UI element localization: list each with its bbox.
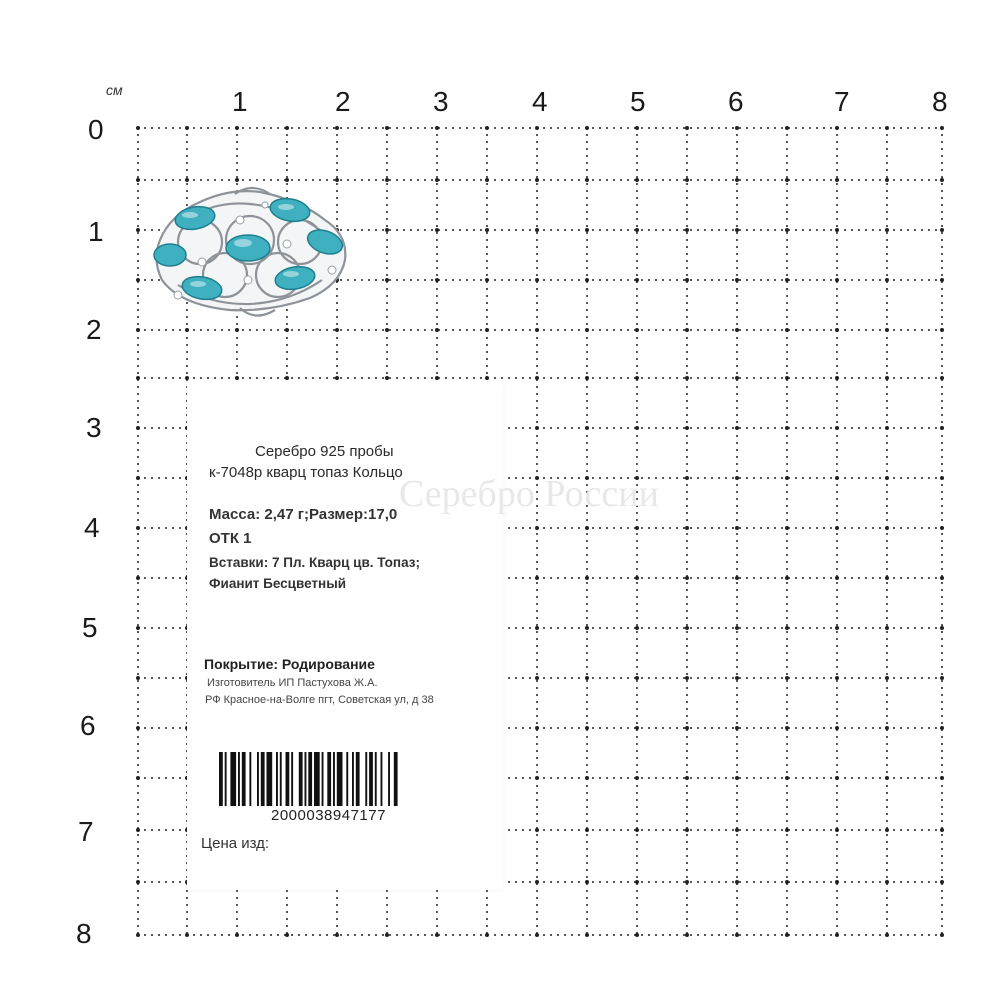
left-label-4: 4 <box>84 512 100 543</box>
top-label-3: 3 <box>433 86 449 117</box>
product-tag <box>187 380 659 890</box>
left-label-6: 6 <box>80 710 96 741</box>
tag-watermark: Серебро России <box>399 473 659 515</box>
tag-coating: Покрытие: Родирование <box>204 656 375 672</box>
price-label: Цена изд: <box>201 835 270 852</box>
barcode <box>219 752 464 806</box>
left-label-3: 3 <box>86 412 102 443</box>
barcode-number: 2000038947177 <box>271 807 386 824</box>
tag-otk: ОТК 1 <box>209 530 252 547</box>
top-label-2: 2 <box>335 86 351 117</box>
top-label-4: 4 <box>532 86 548 117</box>
left-label-1: 1 <box>88 216 104 247</box>
tag-material: Серебро 925 пробы <box>255 443 394 460</box>
left-label-5: 5 <box>82 612 98 643</box>
left-label-0: 0 <box>88 114 104 145</box>
tag-article: к-7048р кварц топаз Кольцо <box>209 464 403 481</box>
tag-manufacturer: Изготовитель ИП Пастухова Ж.А. <box>207 677 378 689</box>
top-label-8: 8 <box>932 86 948 117</box>
left-label-7: 7 <box>78 816 94 847</box>
top-label-1: 1 <box>232 86 248 117</box>
left-label-8: 8 <box>76 918 92 949</box>
left-label-2: 2 <box>86 314 102 345</box>
top-label-6: 6 <box>728 86 744 117</box>
tag-address: РФ Красное-на-Волге пгт, Советская ул, д 38 <box>205 694 434 706</box>
unit-label: см <box>106 82 123 98</box>
top-label-5: 5 <box>630 86 646 117</box>
ring-image <box>140 180 360 330</box>
tag-mass-size: Масса: 2,47 г;Размер:17,0 <box>209 506 398 523</box>
tag-inserts-line1: Вставки: 7 Пл. Кварц цв. Топаз; <box>209 555 420 570</box>
top-label-7: 7 <box>834 86 850 117</box>
tag-inserts-line2: Фианит Бесцветный <box>209 576 347 591</box>
